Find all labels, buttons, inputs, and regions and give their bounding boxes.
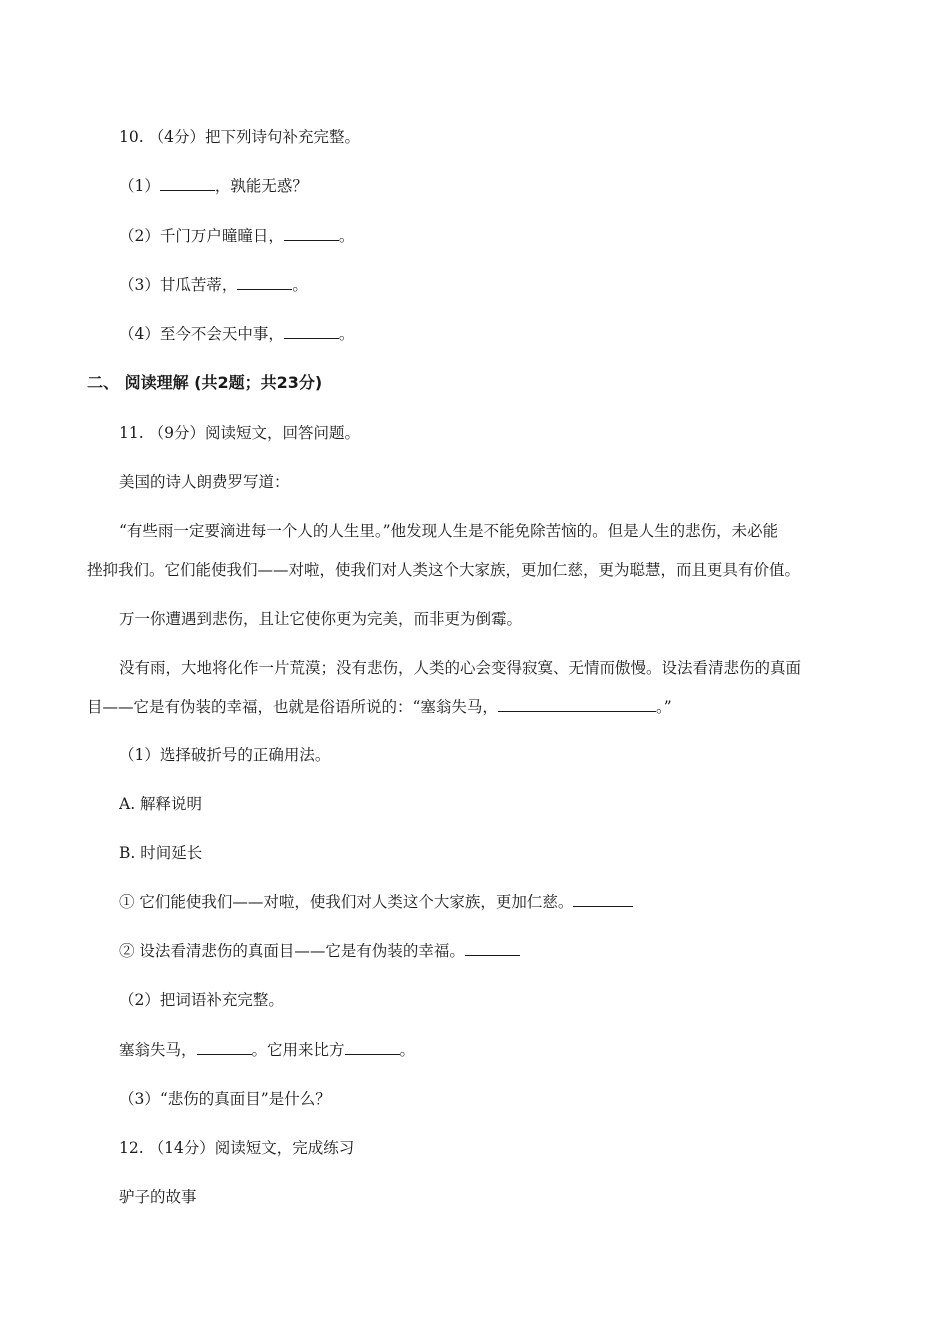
passage-text: 。” [655,698,672,716]
q11-intro: 美国的诗人朗费罗写道： [119,473,290,491]
q11-stem: 11. （9分）阅读短文，回答问题。 [119,424,360,442]
q10-item-1-after: ，孰能无惑？ [214,177,308,195]
q11-sub-1: （1）选择破折号的正确用法。 [119,746,331,764]
answer-blank[interactable] [284,228,339,241]
answer-blank[interactable] [197,1042,252,1055]
answer-blank[interactable] [345,1042,400,1055]
q10-item-4-after: 。 [338,325,355,343]
answer-blank[interactable] [237,277,292,290]
q10-item-3 [119,275,308,295]
answer-blank[interactable] [465,943,520,956]
q10-item-1-prefix: （1） [119,177,160,195]
q12-stem: 12. （14分）阅读短文，完成练习 [119,1139,355,1157]
q10-item-4 [119,324,354,344]
q11-sentence-2 [119,941,520,961]
passage-line [87,697,672,717]
q10-item-1 [119,176,308,196]
q11-idiom-line [119,1040,415,1060]
passage-line: 挫抑我们。它们能使我们——对啦，使我们对人类这个大家族，更加仁慈，更为聪慧，而且更具有价值。 [87,561,801,579]
idiom-text: 。它用来比方 [251,1041,345,1059]
answer-blank[interactable] [284,326,339,339]
passage-text: 目——它是有伪装的幸福，也就是俗语所说的：“塞翁失马， [87,698,498,716]
sentence-text: ② 设法看清悲伤的真面目——它是有伪装的幸福。 [119,942,465,960]
q10-item-3-after: 。 [292,276,308,294]
idiom-text: 。 [399,1041,416,1059]
q10-stem: 10. （4分）把下列诗句补充完整。 [119,128,360,146]
q10-item-3-prefix: （3）甘瓜苦蒂， [119,276,238,294]
sentence-text: ① 它们能使我们——对啦，使我们对人类这个大家族，更加仁慈。 [119,893,574,911]
q11-sentence-1 [119,892,633,912]
q10-item-2-after: 。 [338,227,355,245]
q11-sub-3: （3）“悲伤的真面目”是什么？ [119,1090,331,1108]
option-a: A. 解释说明 [119,795,203,813]
q10-item-2 [119,226,354,246]
answer-blank[interactable] [160,178,215,191]
option-b: B. 时间延长 [119,844,203,862]
passage-line: 没有雨，大地将化作一片荒漠；没有悲伤，人类的心会变得寂寞、无情而傲慢。设法看清悲伤的真面 [119,659,802,677]
passage-line: 万一你遭遇到悲伤，且让它使你更为完美，而非更为倒霉。 [119,610,523,628]
passage-line: “有些雨一定要滴进每一个人的人生里。”他发现人生是不能免除苦恼的。但是人生的悲伤，未必能 [119,522,779,540]
q11-sub-2: （2）把词语补充完整。 [119,991,284,1009]
idiom-text: 塞翁失马， [119,1041,197,1059]
q10-item-2-prefix: （2）千门万户曈曈日， [119,227,284,245]
section-heading: 二、 阅读理解 (共2题；共23分) [87,373,323,392]
q10-item-4-prefix: （4）至今不会天中事， [119,325,284,343]
answer-blank[interactable] [573,894,633,907]
q12-passage-title: 驴子的故事 [119,1188,197,1206]
answer-blank[interactable] [498,699,656,712]
